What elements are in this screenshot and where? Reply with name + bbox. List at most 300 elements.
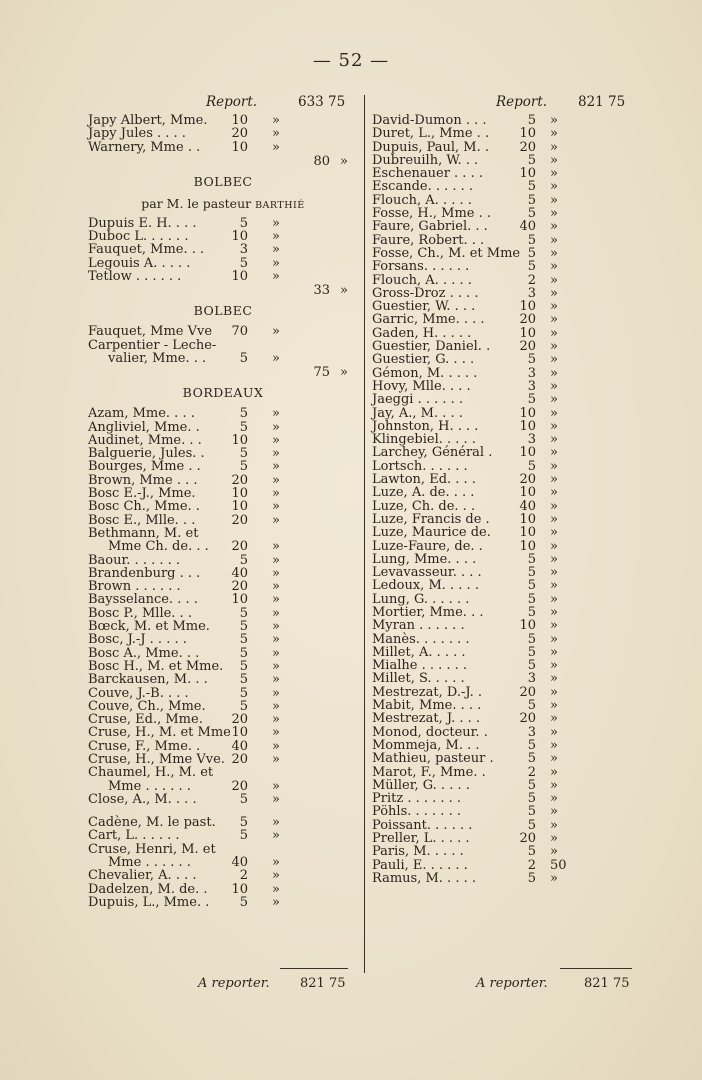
- donor-name: Bosc E.-J., Mme.: [88, 486, 196, 502]
- list-item: [372, 686, 630, 699]
- list-item: [88, 407, 358, 420]
- donor-name: Bosc, J.-J . . . . .: [88, 632, 187, 648]
- donation-cents: »: [272, 778, 280, 794]
- donor-name: Bosc H., M. et Mme.: [88, 658, 224, 674]
- right-total-rule: [560, 968, 632, 969]
- donation-cents: »: [272, 350, 280, 366]
- list-item: [88, 856, 358, 869]
- donor-name: Barckausen, M. . .: [88, 672, 208, 688]
- list-item: [88, 257, 358, 270]
- donor-name: Cruse, Henri, M. et: [88, 841, 216, 857]
- donation-cents: »: [272, 579, 280, 595]
- donation-amount: 5: [239, 815, 248, 831]
- list-item: [88, 766, 358, 779]
- left-group-3: [88, 325, 358, 365]
- donor-name: Cruse, H., Mme Vve.: [88, 751, 225, 767]
- donor-name: Japy Jules . . . .: [88, 126, 186, 142]
- donation-cents: »: [550, 219, 558, 235]
- donor-name: Manès. . . . . . .: [372, 631, 470, 647]
- list-item: [372, 859, 630, 872]
- list-item: [372, 393, 630, 406]
- donation-amount: 5: [527, 698, 536, 714]
- donation-amount: 10: [519, 166, 536, 182]
- donor-name: Jaeggi . . . . . .: [372, 392, 464, 408]
- donation-amount: 20: [519, 312, 536, 328]
- subtotal-cents: »: [340, 365, 348, 381]
- donation-amount: 5: [239, 255, 248, 271]
- donor-name: Mme . . . . . .: [108, 855, 191, 871]
- left-report-label: Report.: [206, 94, 258, 110]
- donation-amount: 20: [519, 711, 536, 727]
- left-group-5: [88, 816, 358, 909]
- donation-amount: 10: [231, 113, 248, 128]
- donor-name: Balguerie, Jules. .: [88, 446, 205, 462]
- donor-name: Mme . . . . . .: [108, 778, 191, 794]
- donation-amount: 5: [239, 350, 248, 366]
- donation-amount: 10: [519, 538, 536, 554]
- donor-name: Angliviel, Mme. .: [88, 419, 200, 435]
- list-item: [372, 553, 630, 566]
- donor-name: Bœck, M. et Mme.: [88, 619, 210, 635]
- donation-amount: 20: [231, 751, 248, 767]
- donor-name: Carpentier - Leche-: [88, 337, 217, 353]
- donation-amount: 2: [527, 764, 536, 780]
- donation-cents: »: [550, 698, 558, 714]
- donation-amount: 20: [231, 472, 248, 488]
- donation-cents: »: [272, 712, 280, 728]
- list-item: [88, 500, 358, 513]
- donation-amount: 5: [239, 446, 248, 462]
- list-item: [372, 234, 630, 247]
- donor-name: Lung, G. . . . . .: [372, 591, 470, 607]
- list-item: [372, 779, 630, 792]
- donation-cents: »: [272, 672, 280, 688]
- donation-amount: 5: [527, 578, 536, 594]
- donor-name: Mestrezat, J. . . .: [372, 711, 481, 727]
- donation-amount: 10: [231, 139, 248, 155]
- donation-amount: 5: [239, 791, 248, 807]
- donation-amount: 10: [231, 432, 248, 448]
- left-footer-value: 821 75: [300, 976, 346, 991]
- donation-cents: »: [550, 325, 558, 341]
- donation-amount: 5: [527, 245, 536, 261]
- donation-cents: »: [550, 658, 558, 674]
- donation-cents: »: [272, 685, 280, 701]
- donor-name: Mortier, Mme. . .: [372, 604, 484, 620]
- list-item: [88, 270, 358, 283]
- donation-amount: 5: [527, 259, 536, 275]
- donation-cents: »: [272, 552, 280, 568]
- donation-amount: 5: [527, 604, 536, 620]
- donation-cents: »: [272, 113, 280, 128]
- donation-cents: »: [550, 831, 558, 847]
- donation-cents: »: [272, 868, 280, 884]
- list-item: [372, 247, 630, 260]
- list-item: [372, 766, 630, 779]
- donation-cents: »: [550, 245, 558, 261]
- list-item: [88, 753, 358, 766]
- list-item: [88, 141, 358, 154]
- donor-name: Jay, A., M. . . .: [372, 405, 463, 421]
- donation-amount: 5: [527, 804, 536, 820]
- column-divider: [364, 95, 365, 973]
- donation-amount: 20: [231, 778, 248, 794]
- donor-name: valier, Mme. . .: [108, 350, 207, 366]
- donation-amount: 5: [239, 894, 248, 910]
- donation-amount: 5: [527, 113, 536, 128]
- donor-name: Baour. . . . . . .: [88, 552, 181, 568]
- list-item: [88, 869, 358, 882]
- list-item: [88, 740, 358, 753]
- list-item: [372, 540, 630, 553]
- list-item: [88, 633, 358, 646]
- left-subtotal-1: [88, 154, 358, 168]
- donation-amount: 5: [527, 206, 536, 222]
- donation-cents: »: [550, 432, 558, 448]
- donation-amount: 70: [231, 324, 248, 340]
- list-item: [372, 141, 630, 154]
- list-item: [372, 313, 630, 326]
- list-item: [372, 167, 630, 180]
- donation-amount: 10: [231, 269, 248, 285]
- list-item: [372, 127, 630, 140]
- donation-cents: »: [272, 698, 280, 714]
- list-item: [88, 700, 358, 713]
- donation-amount: 20: [519, 684, 536, 700]
- donation-cents: »: [550, 764, 558, 780]
- list-item: [88, 660, 358, 673]
- donation-amount: 10: [231, 499, 248, 515]
- donor-name: Guestier, G. . . .: [372, 352, 475, 368]
- donation-cents: »: [272, 432, 280, 448]
- list-item: [372, 327, 630, 340]
- list-item: [372, 593, 630, 606]
- list-item: [88, 620, 358, 633]
- left-report-line: [88, 94, 358, 114]
- list-item: [372, 646, 630, 659]
- donation-cents: »: [550, 551, 558, 567]
- donation-cents: »: [550, 525, 558, 541]
- donation-cents: »: [272, 658, 280, 674]
- subtotal-cents: »: [340, 283, 348, 299]
- list-item: [88, 607, 358, 620]
- donor-name: Duboc L. . . . . .: [88, 229, 189, 245]
- donation-cents: »: [550, 272, 558, 288]
- donation-amount: 20: [231, 539, 248, 555]
- donor-name: Levavasseur. . . .: [372, 565, 482, 581]
- donation-cents: »: [272, 512, 280, 528]
- list-item: [88, 487, 358, 500]
- list-item: [88, 843, 358, 856]
- donation-amount: 10: [519, 445, 536, 461]
- donor-name: Myran . . . . . .: [372, 618, 465, 634]
- donation-cents: 50: [550, 857, 567, 873]
- donor-name: Escande. . . . . .: [372, 179, 474, 195]
- donation-amount: 5: [239, 619, 248, 635]
- donor-name: Hovy, Mlle. . . .: [372, 378, 471, 394]
- donor-name: Mme Ch. de. . .: [108, 539, 209, 555]
- donation-amount: 5: [527, 192, 536, 208]
- list-item: [372, 380, 630, 393]
- donation-cents: »: [550, 312, 558, 328]
- donation-amount: 20: [519, 339, 536, 355]
- donation-cents: »: [550, 285, 558, 301]
- donation-cents: »: [550, 405, 558, 421]
- donation-amount: 5: [239, 685, 248, 701]
- donor-name: Fauquet, Mme. . .: [88, 242, 205, 258]
- donation-cents: »: [550, 458, 558, 474]
- donor-name: Cruse, Ed., Mme.: [88, 712, 203, 728]
- donation-cents: »: [272, 269, 280, 285]
- list-item: [372, 659, 630, 672]
- donation-amount: 2: [239, 868, 248, 884]
- list-item: [372, 194, 630, 207]
- donation-cents: »: [272, 751, 280, 767]
- list-item: [372, 367, 630, 380]
- donation-cents: »: [272, 881, 280, 897]
- list-item: [372, 513, 630, 526]
- list-item: [372, 712, 630, 725]
- donation-amount: 10: [231, 229, 248, 245]
- donor-name: Couve, Ch., Mme.: [88, 698, 206, 714]
- donor-name: Baysselance. . . .: [88, 592, 198, 608]
- subheading-pastor-name: BARTHIÉ: [255, 199, 305, 211]
- donation-amount: 2: [527, 272, 536, 288]
- donation-cents: »: [550, 804, 558, 820]
- left-subtotal-3: [88, 365, 358, 379]
- donor-name: Mommeja, M. . .: [372, 737, 480, 753]
- donation-cents: »: [272, 406, 280, 422]
- list-item: [88, 816, 358, 829]
- subheading-text: par M. le pasteur: [141, 195, 256, 211]
- donor-name: Cadène, M. le past.: [88, 815, 216, 831]
- list-item: [88, 687, 358, 700]
- donor-name: Bosc Ch., Mme. .: [88, 499, 200, 515]
- donation-cents: »: [550, 724, 558, 740]
- donation-cents: »: [550, 392, 558, 408]
- donation-cents: »: [272, 472, 280, 488]
- donation-cents: »: [550, 538, 558, 554]
- list-item: [372, 420, 630, 433]
- donor-name: Mialhe . . . . . .: [372, 658, 468, 674]
- donation-cents: »: [550, 352, 558, 368]
- donation-amount: 5: [527, 777, 536, 793]
- list-item: [88, 421, 358, 434]
- list-item: [88, 114, 358, 127]
- donor-name: Fosse, H., Mme . .: [372, 206, 492, 222]
- donation-cents: »: [550, 299, 558, 315]
- donation-amount: 5: [239, 419, 248, 435]
- donation-amount: 2: [527, 857, 536, 873]
- donor-name: Larchey, Général .: [372, 445, 493, 461]
- donor-name: Ledoux, M. . . . .: [372, 578, 479, 594]
- list-item: [88, 726, 358, 739]
- donation-amount: 5: [527, 870, 536, 886]
- donation-amount: 5: [239, 828, 248, 844]
- donor-name: Bosc A., Mme. . .: [88, 645, 200, 661]
- list-item: [372, 699, 630, 712]
- donation-cents: »: [272, 791, 280, 807]
- donation-cents: »: [550, 166, 558, 182]
- list-item: [88, 793, 358, 806]
- list-item: [372, 154, 630, 167]
- list-item: [88, 567, 358, 580]
- donation-amount: 40: [231, 855, 248, 871]
- donation-amount: 5: [239, 459, 248, 475]
- subtotal-amount: 75: [313, 365, 330, 381]
- donation-cents: »: [550, 644, 558, 660]
- donation-amount: 5: [527, 591, 536, 607]
- donor-name: Mabit, Mme. . . .: [372, 698, 482, 714]
- list-item: [372, 832, 630, 845]
- donation-cents: »: [272, 459, 280, 475]
- donation-cents: »: [550, 604, 558, 620]
- donor-name: Guestier, Daniel. .: [372, 339, 491, 355]
- list-item: [372, 274, 630, 287]
- left-total-rule: [280, 968, 348, 969]
- donation-amount: 20: [519, 472, 536, 488]
- donor-name: Ramus, M. . . . .: [372, 870, 476, 886]
- donor-name: Luze, Ch. de. . .: [372, 498, 476, 514]
- list-item: [372, 752, 630, 765]
- list-item: [372, 287, 630, 300]
- list-item: [88, 673, 358, 686]
- donation-amount: 5: [527, 791, 536, 807]
- donation-cents: »: [550, 179, 558, 195]
- list-item: [88, 230, 358, 243]
- donor-name: Müller, G. . . . .: [372, 777, 470, 793]
- donation-amount: 20: [231, 712, 248, 728]
- donation-amount: 20: [519, 139, 536, 155]
- donor-name: Couve, J.-B. . . .: [88, 685, 189, 701]
- list-item: [88, 474, 358, 487]
- donation-amount: 5: [239, 658, 248, 674]
- donation-amount: 5: [527, 658, 536, 674]
- donation-cents: »: [550, 206, 558, 222]
- list-item: [372, 433, 630, 446]
- donation-cents: »: [272, 419, 280, 435]
- section-subheading: [88, 196, 358, 211]
- list-item: [372, 726, 630, 739]
- donor-name: Poissant. . . . . .: [372, 817, 473, 833]
- donation-cents: »: [550, 418, 558, 434]
- donation-amount: 20: [519, 831, 536, 847]
- list-item: [372, 872, 630, 885]
- list-item: [372, 792, 630, 805]
- donation-cents: »: [272, 855, 280, 871]
- list-item: [372, 819, 630, 832]
- donor-name: Paris, M. . . . .: [372, 844, 464, 860]
- donation-cents: »: [272, 619, 280, 635]
- donation-amount: 10: [519, 511, 536, 527]
- donor-name: Flouch, A. . . . .: [372, 272, 472, 288]
- list-item: [88, 713, 358, 726]
- donation-cents: »: [550, 591, 558, 607]
- donation-amount: 5: [527, 565, 536, 581]
- left-column: [88, 94, 358, 909]
- donation-amount: 20: [231, 126, 248, 142]
- donation-amount: 10: [519, 525, 536, 541]
- list-item: [372, 220, 630, 233]
- left-subtotal-2: [88, 283, 358, 297]
- donation-cents: »: [272, 539, 280, 555]
- donation-cents: »: [272, 565, 280, 581]
- donor-name: Lortsch. . . . . .: [372, 458, 468, 474]
- donor-name: Gaden, H. . . . .: [372, 325, 472, 341]
- donation-amount: 40: [231, 565, 248, 581]
- donation-cents: »: [550, 631, 558, 647]
- donation-cents: »: [272, 894, 280, 910]
- list-item: [88, 829, 358, 842]
- donation-amount: 5: [527, 352, 536, 368]
- donation-amount: 10: [519, 405, 536, 421]
- donation-cents: »: [550, 485, 558, 501]
- donor-name: Chevalier, A. . . .: [88, 868, 197, 884]
- donation-cents: »: [272, 499, 280, 515]
- donor-name: Luze-Faure, de. .: [372, 538, 483, 554]
- donation-cents: »: [272, 738, 280, 754]
- donation-cents: »: [550, 791, 558, 807]
- donation-amount: 10: [519, 299, 536, 315]
- donor-name: Bosc P., Mlle. . .: [88, 605, 192, 621]
- list-item: [372, 446, 630, 459]
- donation-cents: »: [272, 725, 280, 741]
- donor-name: Marot, F., Mme. .: [372, 764, 486, 780]
- left-group-4: [88, 407, 358, 806]
- list-item: [88, 325, 358, 338]
- donation-cents: »: [272, 446, 280, 462]
- donation-amount: 3: [527, 365, 536, 381]
- donor-name: Dupuis, Paul, M. .: [372, 139, 489, 155]
- list-item: [88, 647, 358, 660]
- list-item: [372, 407, 630, 420]
- list-item: [372, 845, 630, 858]
- donation-amount: 5: [239, 215, 248, 231]
- donation-cents: »: [550, 126, 558, 142]
- donation-cents: »: [550, 870, 558, 886]
- donor-name: Brown, Mme . . .: [88, 472, 198, 488]
- donation-amount: 3: [239, 242, 248, 258]
- donor-name: Pöhls. . . . . . .: [372, 804, 461, 820]
- donation-amount: 20: [231, 512, 248, 528]
- donation-cents: »: [272, 255, 280, 271]
- donation-amount: 3: [527, 671, 536, 687]
- list-item: [88, 580, 358, 593]
- right-report-line: [372, 94, 630, 114]
- donor-name: Warnery, Mme . .: [88, 139, 201, 155]
- donation-amount: 5: [527, 817, 536, 833]
- list-item: [88, 554, 358, 567]
- donation-amount: 10: [231, 881, 248, 897]
- donation-amount: 5: [527, 644, 536, 660]
- donor-name: Brown . . . . . .: [88, 579, 181, 595]
- section-heading-bolbec-2: BOLBEC: [193, 303, 253, 319]
- list-item: [88, 593, 358, 606]
- donation-cents: »: [550, 139, 558, 155]
- donor-name: Faure, Robert. . .: [372, 232, 485, 248]
- list-item: [88, 460, 358, 473]
- donor-name: Johnston, H. . . .: [372, 418, 479, 434]
- donation-cents: »: [272, 126, 280, 142]
- list-item: [88, 896, 358, 909]
- list-item: [88, 243, 358, 256]
- donation-amount: 5: [239, 605, 248, 621]
- donor-name: Dubreuilh, W. . .: [372, 152, 479, 168]
- donor-name: Japy Albert, Mme.: [88, 113, 208, 128]
- donation-cents: »: [550, 192, 558, 208]
- subtotal-amount: 33: [313, 283, 330, 299]
- donation-cents: »: [550, 751, 558, 767]
